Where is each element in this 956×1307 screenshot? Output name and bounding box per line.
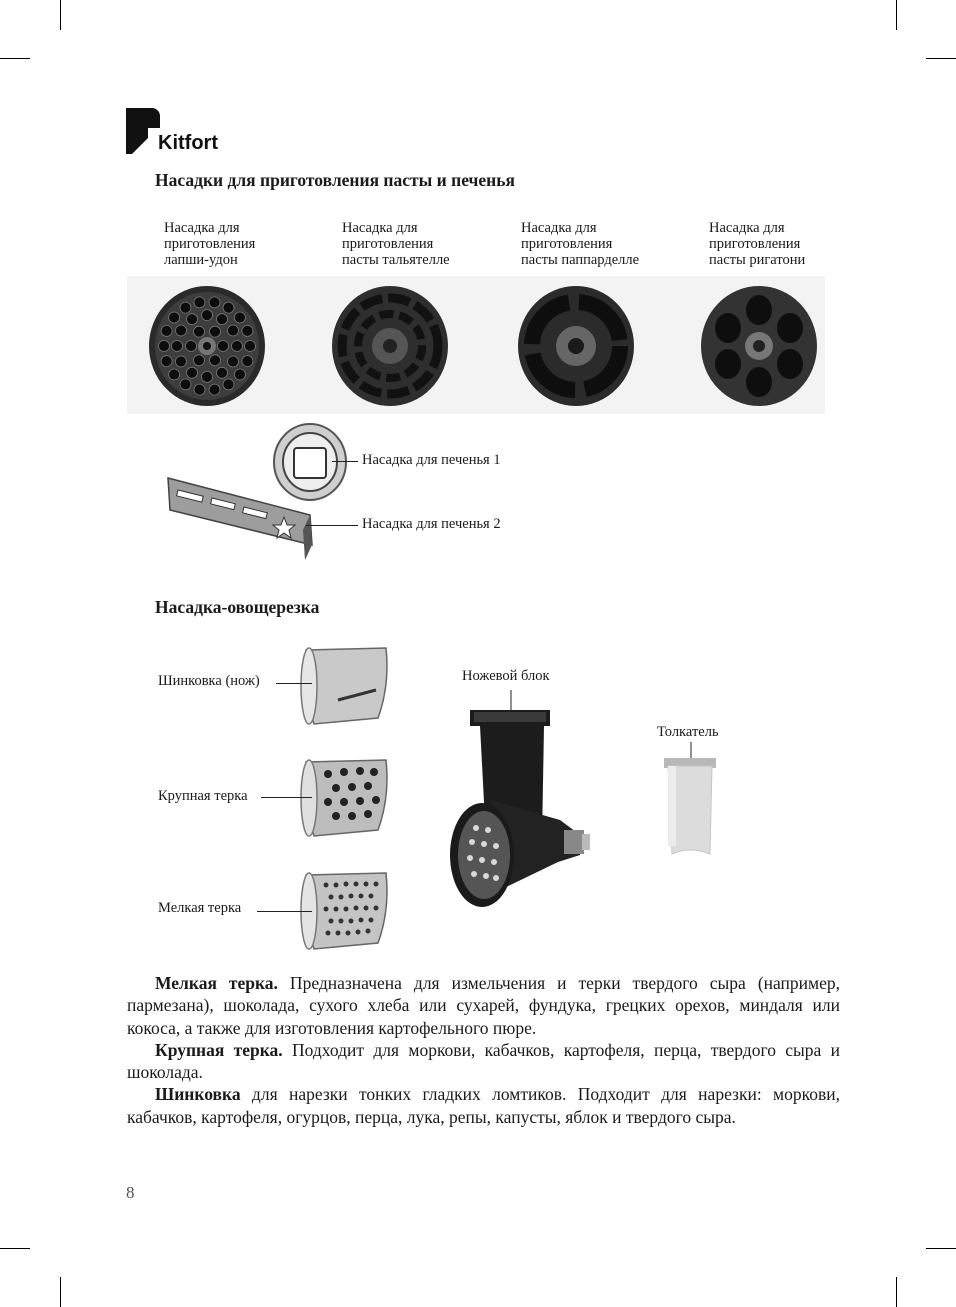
term-fine-grater: Мелкая терка. [155, 973, 278, 993]
udon-disc-hole [217, 367, 228, 378]
crop-mark [896, 0, 897, 30]
leader-line [332, 461, 358, 462]
udon-disc-hole [202, 310, 213, 321]
brand-name: Kitfort [158, 132, 218, 154]
blade-block-illustration [440, 690, 600, 915]
udon-disc-hole [210, 355, 221, 366]
udon-disc-hole [209, 297, 220, 308]
udon-disc-hole [234, 369, 245, 380]
rigatoni-disc-illustration [697, 280, 821, 410]
udon-disc-hole [159, 341, 170, 352]
description-text [127, 972, 840, 1128]
udon-disc-hole [180, 302, 191, 313]
disc-caption-tagliatelle: Насадка для приготовления пасты тальятелле [342, 220, 450, 268]
udon-disc-hole [169, 369, 180, 380]
udon-disc-hole [180, 379, 191, 390]
slicer-drum-illustration [298, 640, 393, 730]
udon-disc-hole [202, 371, 213, 382]
udon-disc-hole [172, 341, 183, 352]
drum-label-fine: Мелкая терка [158, 900, 242, 916]
pusher-illustration [660, 742, 720, 857]
description-paragraph [127, 1083, 840, 1128]
leader-line [276, 683, 312, 684]
section-title-pasta: Насадки для приготовления пасты и печенья [155, 170, 515, 190]
pappardelle-disc-illustration [514, 280, 638, 410]
crop-mark [0, 1248, 30, 1249]
tagliatelle-disc-illustration [328, 280, 452, 410]
brand-mark-icon [126, 108, 160, 154]
term-coarse-grater: Крупная терка. [155, 1039, 283, 1060]
udon-disc-hole [161, 356, 172, 367]
udon-disc-hole [242, 356, 253, 367]
crop-mark [926, 1248, 956, 1249]
drum-label-slicer: Шинковка (нож) [158, 673, 260, 689]
udon-disc-hole [169, 312, 180, 323]
udon-disc-hole [209, 384, 220, 395]
udon-disc-hole [186, 341, 197, 352]
disc-caption-rigatoni: Насадка для приготовления пасты ригатони [709, 220, 806, 268]
udon-disc-hole [228, 356, 239, 367]
cookie-label-2: Насадка для печенья 2 [362, 516, 501, 532]
cookie-attachments-illustration [160, 420, 360, 565]
fine-grater-drum-illustration [298, 865, 393, 955]
coarse-grater-drum-illustration [298, 752, 393, 842]
term-slicer: Шинковка [155, 1084, 241, 1105]
paragraph-text: для нарезки тонких гладких ломтиков. Подходит для нарезки: моркови, кабачков, картофеля, огурцов, перца, лука, репы, капусты, яблок и твердого сыра. [127, 1084, 840, 1127]
udon-disc-hole [223, 379, 234, 390]
disc-caption-pappardelle: Насадка для приготовления пасты паппарделле [521, 220, 640, 268]
udon-disc-hole [234, 312, 245, 323]
crop-mark [926, 58, 956, 59]
drum-label-coarse: Крупная терка [158, 788, 248, 804]
leader-line [306, 525, 358, 526]
udon-disc-hole [242, 325, 253, 336]
leader-line [257, 911, 312, 912]
udon-disc-hole [218, 341, 229, 352]
cookie-label-1: Насадка для печенья 1 [362, 452, 501, 468]
udon-disc-hole [187, 367, 198, 378]
description-paragraph [127, 1039, 840, 1084]
paragraph-text: Предназначена для измельчения и терки твердого сыра (например, пармезана), шоколада, сухого хлеба или сухарей, фундука, грецких орехов, миндаля или кокоса, а также для изготовления картофельного пюре. [127, 973, 840, 1038]
udon-disc-hole [176, 356, 187, 367]
udon-disc-hole [176, 325, 187, 336]
paragraph-text: Подходит для моркови, кабачков, картофеля, перца, твердого сыра и шоколада. [127, 1039, 840, 1083]
udon-disc-hole [161, 325, 172, 336]
crop-mark [60, 1277, 61, 1307]
udon-disc-hole [245, 341, 256, 352]
crop-mark [0, 58, 30, 59]
udon-disc-hole [194, 355, 205, 366]
page-number: 8 [126, 1183, 135, 1202]
crop-mark [896, 1277, 897, 1307]
udon-disc-hole [187, 314, 198, 325]
udon-disc-hole [223, 302, 234, 313]
section-title-vegetable-cutter: Насадка-овощерезка [155, 597, 320, 617]
blade-block-label: Ножевой блок [462, 668, 550, 684]
udon-disc-illustration [145, 280, 269, 410]
udon-disc-hole [194, 384, 205, 395]
disc-caption-udon: Насадка для приготовления лапши-удон [164, 220, 256, 268]
leader-line [261, 797, 312, 798]
udon-disc-hole [228, 325, 239, 336]
udon-disc-hole [210, 326, 221, 337]
udon-disc-hole [194, 297, 205, 308]
crop-mark [60, 0, 61, 30]
description-paragraph [127, 972, 840, 1039]
udon-disc-hole [232, 341, 243, 352]
udon-disc-hole [194, 326, 205, 337]
brand-logo [126, 108, 236, 158]
udon-disc-hole [217, 314, 228, 325]
pusher-label: Толкатель [657, 724, 719, 740]
